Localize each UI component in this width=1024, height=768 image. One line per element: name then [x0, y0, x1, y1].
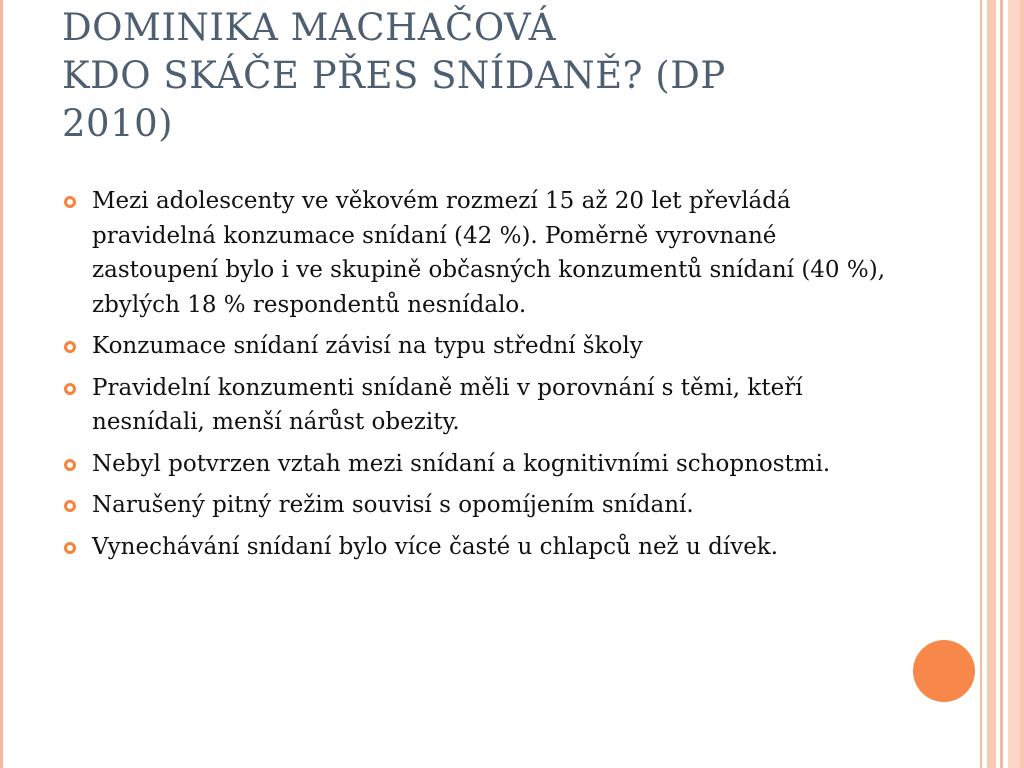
title-line-author: DOMINIKA MACHAČOVÁ [62, 6, 556, 49]
bullet-list [62, 184, 902, 571]
left-edge-decoration [0, 0, 3, 768]
decor-stripe [987, 0, 996, 768]
bullet-text: Vynechávání snídaní bylo více časté u chlapců než u dívek. [92, 533, 779, 560]
bullet-circle-icon [64, 542, 76, 554]
title-line-work: KDO SKÁČE PŘES SNÍDANĚ? (DP [62, 54, 726, 97]
list-item [62, 488, 902, 523]
list-item [62, 530, 902, 565]
list-item [62, 371, 902, 440]
bullet-text: Nebyl potvrzen vztah mezi snídaní a kognitivními schopnostmi. [92, 450, 831, 477]
bullet-text: Narušený pitný režim souvisí s opomíjením snídaní. [92, 492, 694, 518]
bullet-circle-icon [64, 459, 76, 471]
bullet-text: Mezi adolescenty ve věkovém rozmezí 15 až 20 let převládá pravidelná konzumace snídaní (42 %). Poměrně vyrovnané zastoupení bylo i ve skupině občasných konzumentů snídaní (40 %), zbylých 18 % respondentů nesnídalo. [92, 188, 886, 318]
decor-stripe [1020, 0, 1024, 768]
bullet-circle-icon [64, 500, 76, 512]
bullet-text: Pravidelní konzumenti snídaně měli v porovnání s těmi, kteří nesnídali, menší nárůst obezity. [92, 374, 803, 435]
list-item [62, 184, 902, 322]
bullet-circle-icon [64, 383, 76, 395]
orange-circle-decoration [913, 640, 975, 702]
list-item [62, 447, 902, 482]
decor-stripe [980, 0, 982, 768]
bullet-circle-icon [64, 196, 76, 208]
slide-title [62, 4, 942, 148]
decor-stripe [1000, 0, 1003, 768]
bullet-text: Konzumace snídaní závisí na typu střední školy [92, 333, 643, 359]
bullet-circle-icon [64, 341, 76, 353]
title-line-year: 2010) [62, 102, 174, 145]
list-item [62, 329, 902, 364]
